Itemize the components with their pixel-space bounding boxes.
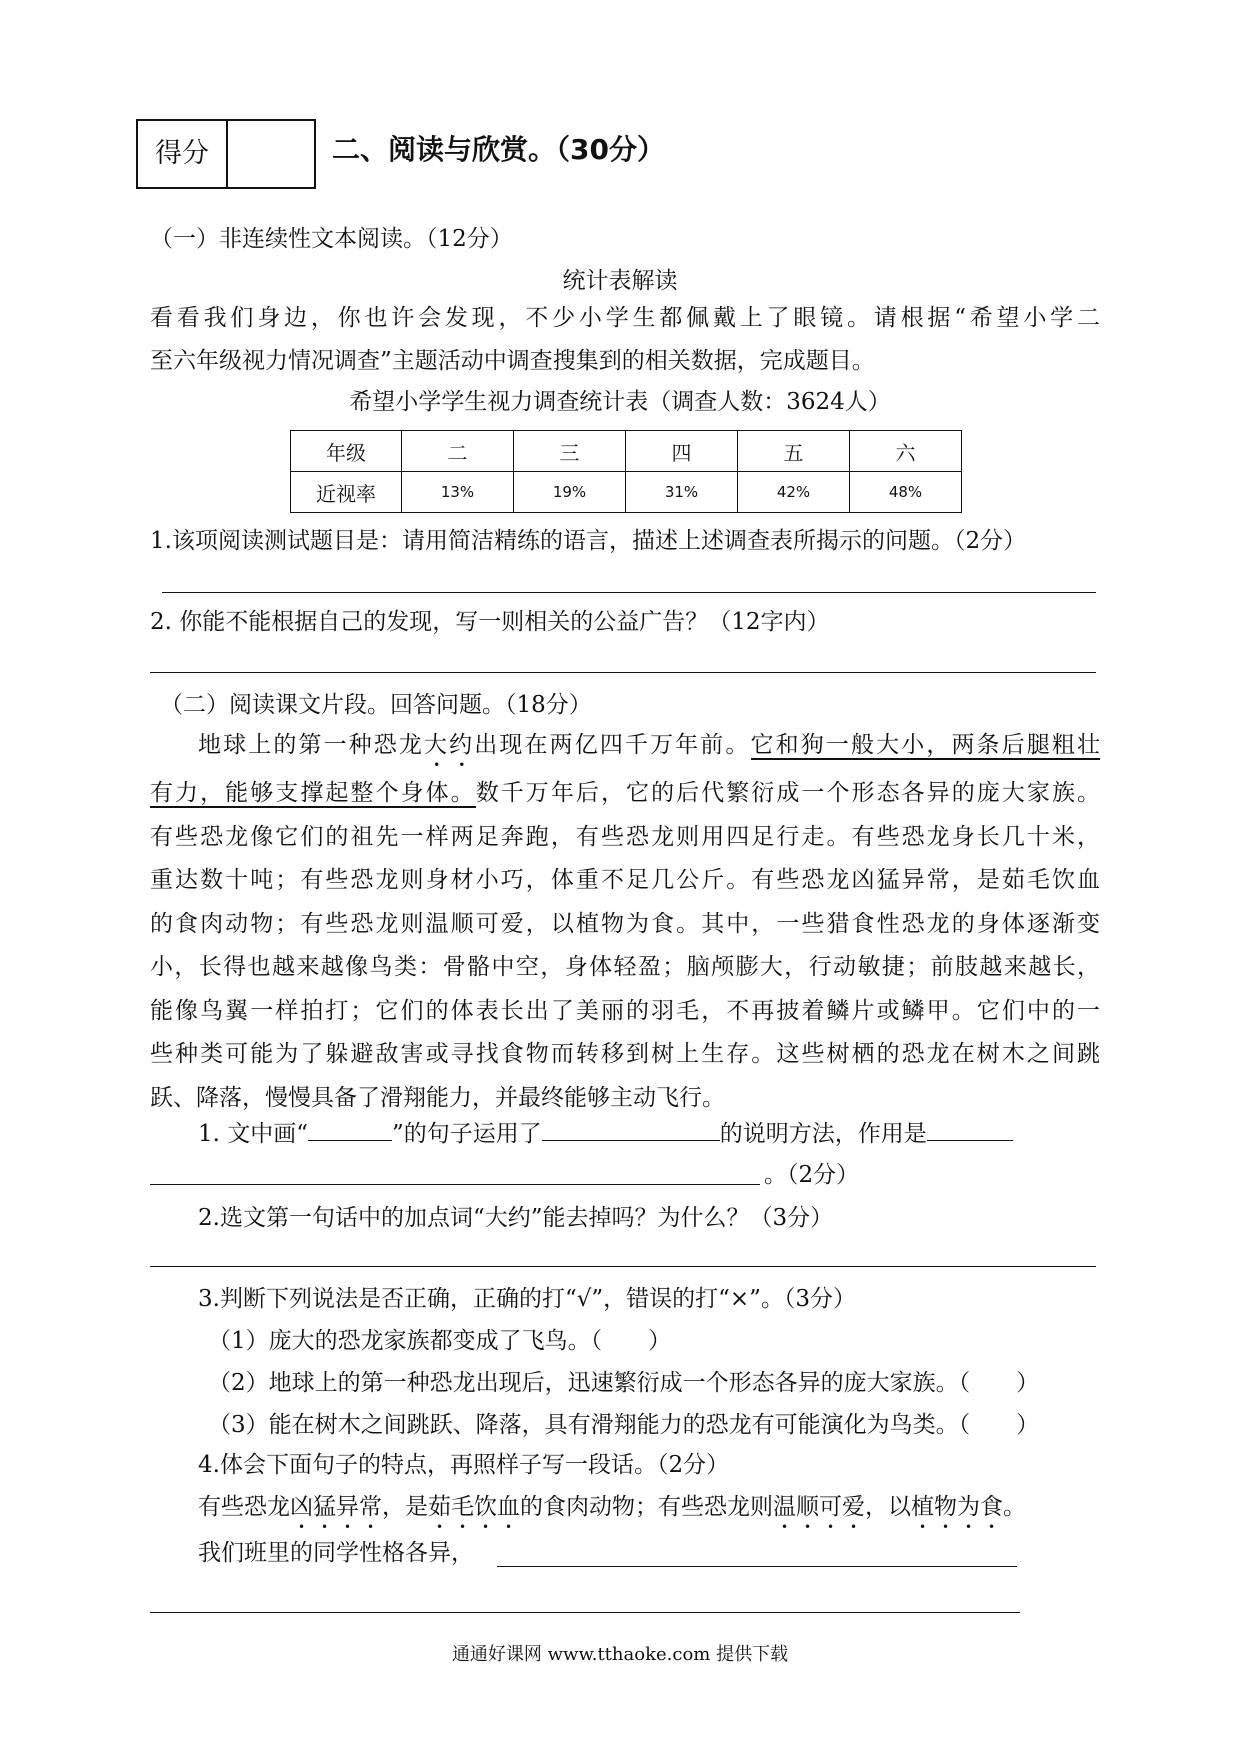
- table-cell-rate: 19%: [514, 472, 626, 513]
- passage-line: 跃、降落，慢慢具备了滑翔能力，并最终能够主动飞行。: [150, 1084, 725, 1111]
- table-cell-grade: 三: [514, 431, 626, 472]
- part2-question-2: 2.选文第一句话中的加点词“大约”能去掉吗？为什么？（3分）: [198, 1205, 834, 1231]
- blank-line[interactable]: [308, 1116, 392, 1141]
- judgement-item-1: （1）庞大的恐龙家族都变成了飞鸟。（ ）: [208, 1328, 672, 1354]
- table-header-grade: 年级: [291, 431, 402, 472]
- table-cell-grade: 五: [738, 431, 850, 472]
- answer-line[interactable]: [150, 1184, 760, 1185]
- answer-line[interactable]: [150, 1612, 1020, 1613]
- table-cell-rate: 42%: [738, 472, 850, 513]
- passage-line: 重达数十吨；有些恐龙则身材小巧，体重不足几公斤。有些恐龙凶猛异常，是茹毛饮血: [150, 867, 1100, 893]
- section-title: 二、阅读与欣赏。（30分）: [332, 133, 665, 166]
- table-row: [291, 472, 962, 513]
- passage-line: 有力，能够支撑起整个身体。数千万年后，它的后代繁衍成一个形态各异的庞大家族。: [150, 780, 1101, 806]
- part2-question-1: 1. 文中画“ ”的句子运用了 的说明方法，作用是: [198, 1116, 1013, 1151]
- part2-question-3: 3.判断下列说法是否正确，正确的打“√”，错误的打“×”。（3分）: [198, 1286, 857, 1312]
- part2-title: （二）阅读课文片段。回答问题。（18分）: [160, 692, 592, 718]
- page-footer: 通通好课网 www.tthaoke.com 提供下载: [451, 1644, 789, 1665]
- passage-line: 能像鸟翼一样拍打；它们的体表长出了美丽的羽毛，不再披着鳞片或鳞甲。它们中的一: [150, 997, 1100, 1024]
- dotted-word: 大约: [424, 732, 475, 758]
- part2-question-4: 4.体会下面句子的特点，再照样子写一段话。（2分）: [198, 1452, 730, 1478]
- underlined-sentence: 它和狗一般大小，两条后腿粗壮: [750, 732, 1101, 758]
- part1-intro-line2: 至六年级视力情况调查”主题活动中调查搜集到的相关数据，完成题目。: [150, 348, 875, 374]
- passage-line: 些种类可能为了躲避敌害或寻找食物而转移到树上生存。这些树栖的恐龙在树木之间跳: [150, 1041, 1100, 1067]
- table-cell-rate: 48%: [850, 472, 962, 513]
- passage-line: 有些恐龙像它们的祖先一样两足奔跑，有些恐龙则用四足行走。有些恐龙身长几十米，: [150, 823, 1100, 850]
- passage-line: 地球上的第一种恐龙大约出现在两亿四千万年前。它和狗一般大小，两条后腿粗壮: [198, 732, 1101, 758]
- score-label: 得分: [138, 121, 228, 187]
- part1-question-2: 2. 你能不能根据自己的发现，写一则相关的公益广告？（12字内）: [150, 609, 830, 635]
- part1-question-1: 1.该项阅读测试题目是：请用简洁精练的语言，描述上述调查表所揭示的问题。（2分）: [150, 528, 1027, 554]
- blank-line[interactable]: [542, 1116, 720, 1141]
- judgement-item-2: （2）地球上的第一种恐龙出现后，迅速繁衍成一个形态各异的庞大家族。（ ）: [208, 1370, 1040, 1396]
- example-sentence: 有些恐龙凶猛异常，是茹毛饮血的食肉动物；有些恐龙则温顺可爱，以植物为食。: [198, 1494, 1026, 1520]
- table-cell-rate: 13%: [402, 472, 514, 513]
- part1-title: （一）非连续性文本阅读。（12分）: [150, 226, 513, 252]
- part1-subtitle: 统计表解读: [562, 268, 678, 294]
- table-cell-grade: 六: [850, 431, 962, 472]
- answer-line[interactable]: [497, 1566, 1017, 1567]
- part2-question-1-end: 。（2分）: [764, 1162, 860, 1188]
- answer-line[interactable]: [150, 1266, 1096, 1267]
- table-cell-grade: 四: [626, 431, 738, 472]
- vision-stats-table: [290, 430, 962, 513]
- passage-line: 小，长得也越来越像鸟类：骨骼中空，身体轻盈；脑颅膨大，行动敏捷；前肢越来越长，: [150, 954, 1100, 980]
- underlined-sentence: 有力，能够支撑起整个身体。: [150, 780, 476, 806]
- table-cell-rate: 31%: [626, 472, 738, 513]
- answer-line[interactable]: [162, 592, 1096, 593]
- blank-line[interactable]: [927, 1116, 1013, 1141]
- part1-intro-line1: 看看我们身边，你也许会发现，不少小学生都佩戴上了眼镜。请根据“希望小学二: [150, 305, 1100, 331]
- imitation-prompt: 我们班里的同学性格各异，: [198, 1540, 474, 1566]
- answer-line[interactable]: [150, 672, 1096, 673]
- judgement-item-3: （3）能在树木之间跳跃、降落，具有滑翔能力的恐龙有可能演化为鸟类。（ ）: [208, 1412, 1040, 1438]
- score-box: [136, 119, 316, 189]
- table-header-rate: 近视率: [291, 472, 402, 513]
- table-caption: 希望小学学生视力调查统计表（调查人数：3624人）: [349, 389, 891, 415]
- table-row: [291, 431, 962, 472]
- passage: [150, 724, 1100, 1120]
- table-cell-grade: 二: [402, 431, 514, 472]
- passage-line: 的食肉动物；有些恐龙则温顺可爱，以植物为食。其中，一些猎食性恐龙的身体逐渐变: [150, 910, 1100, 937]
